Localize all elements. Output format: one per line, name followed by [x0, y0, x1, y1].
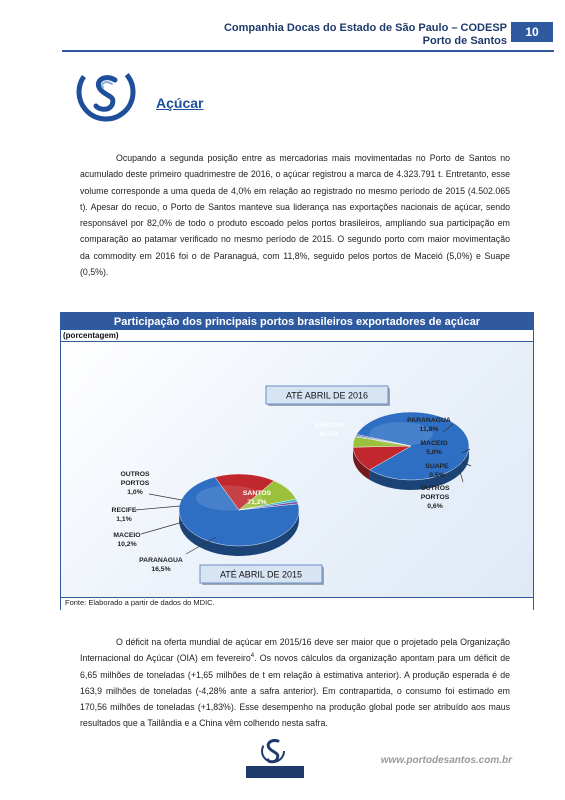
pie-charts-svg [61, 342, 533, 597]
chart-source: Fonte: Elaborado a partir de dados do MDIC. [61, 597, 533, 610]
pie-label-1-4: OUTROS PORTOS 1,0% [120, 471, 150, 496]
pie-title-1: ATÉ ABRIL DE 2015 [219, 569, 303, 580]
pie-label-1-3: RECIFE 1,1% [111, 507, 137, 523]
pie-label-0-3: SUAPE 0,5% [425, 463, 449, 479]
paragraph-1-text: Ocupando a segunda posição entre as mercadorias mais movimentadas no Porto de Santos no acumulado deste primeiro quadrimestre de 2016, o açúcar registrou a marca de 4.323.791 t. Entretanto, esse volume corresponde a uma queda de 4,0% em relação ao registrado no mesmo período de 2015 (4.502.065 t). Apesar do recuo, o Porto de Santos manteve sua liderança nas exportações nacionais de açúcar, sendo responsável por 82,0% de todo o produto escoado pelos portos brasileiros, ampliando sua participação em comparação ao patamar verificado no mesmo período de 2015. O segundo porto com maior movimentação da commodity em 2016 foi o de Paranaguá, com 11,8%, seguido pelos portos de Maceió (5,0%) e Suape (0,5%). [80, 153, 510, 278]
chart-figure [60, 312, 534, 610]
pie-label-1-1: PARANAGUA 16,5% [139, 557, 183, 573]
chart-title: Participação dos principais portos brasileiros exportadores de açúcar [61, 313, 533, 330]
pie-leader-1-2 [141, 522, 183, 534]
pie-label-1-2: MACEIO 10,2% [113, 532, 141, 548]
pie-label-0-2: MACEIO 5,0% [420, 440, 448, 456]
page-number: 10 [511, 22, 553, 42]
pie-title-0: ATÉ ABRIL DE 2016 [285, 390, 369, 401]
section-title: Açúcar [156, 95, 204, 111]
body-paragraph-2 [80, 634, 510, 732]
chart-plot-area [61, 342, 533, 597]
pie-label-0-1: PARANAGUA 11,8% [407, 417, 451, 433]
codesp-logo-icon [76, 62, 136, 122]
body-paragraph-1 [80, 150, 510, 280]
footnote-marker: 4 [250, 653, 255, 660]
paragraph-2-text: O déficit na oferta mundial de açúcar em 2015/16 deve ser maior que o projetado pela Organização Internacional do Açúcar (OIA) em fevereiro [80, 637, 510, 664]
footer-url: www.portodesantos.com.br [380, 755, 512, 766]
pie-leader-1-3 [135, 506, 180, 510]
header-port: Porto de Santos [422, 35, 507, 47]
header-company: Companhia Docas do Estado de São Paulo – CODESP [223, 22, 507, 34]
pie-label-0-0: SANTOS 82,0% [314, 422, 344, 438]
pie-label-1-0: SANTOS 71,2% [242, 490, 272, 506]
chart-unit-label: (porcentagem) [63, 331, 119, 340]
header-divider [62, 50, 554, 52]
porto-de-santos-logo-icon [244, 738, 306, 780]
paragraph-2-text-cont: . Os novos cálculos da organização apontam para um déficit de 6,65 milhões de toneladas (+1,65 milhões de t em relação à estimativa anterior). A produção esperada é de 163,9 milhões de toneladas (-4,28% ante a safra anterior). Em contrapartida, o consumo foi estimado em 170,56 milhões de toneladas (+1,83%). Esse desempenho na produção global pode ser atribuído aos maus resultados que a Tailândia e a China vêm colhendo nesta safra. [80, 653, 510, 729]
pie-label-0-4: OUTROS PORTOS 0,6% [420, 485, 450, 510]
pie-leader-1-4 [149, 494, 182, 500]
